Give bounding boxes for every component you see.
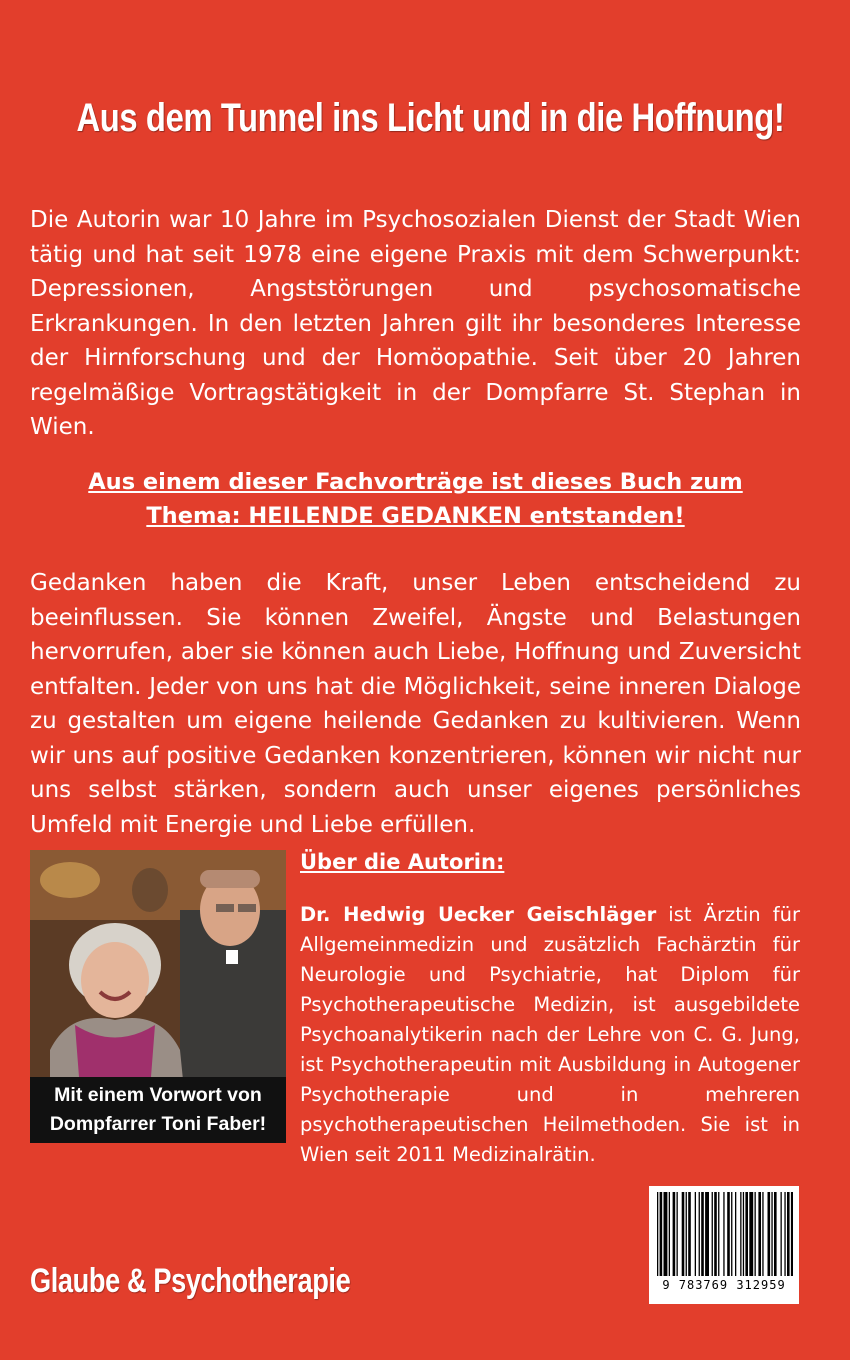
barcode-bar xyxy=(699,1192,700,1276)
barcode-bar xyxy=(731,1192,732,1276)
barcode-bar xyxy=(749,1192,753,1276)
barcode-bar xyxy=(745,1192,748,1276)
barcode-bar xyxy=(688,1192,691,1276)
photo-caption xyxy=(30,1077,286,1143)
about-heading: Über die Autorin: xyxy=(300,850,505,874)
callout-line-2: Thema: HEILENDE GEDANKEN entstanden! xyxy=(146,503,685,529)
barcode-bar xyxy=(791,1192,793,1276)
intro-paragraph: Die Autorin war 10 Jahre im Psychosozialen Dienst der Stadt Wien tätig und hat seit 1978 eine eigene Praxis mit dem Schwerpunkt: Depressionen, Angststörungen und psychosomatische Erkrankungen. In den letzten Jahren gilt ihr besonderes Interesse der Hirnforschung und der Homöopathie. Seit über 20 Jahren regelmäßige Vortragstätigkeit in der Dompfarre St. Stephan in Wien. xyxy=(30,207,801,440)
barcode-bar xyxy=(768,1192,771,1276)
author-name: Dr. Hedwig Uecker Geischläger xyxy=(300,903,657,926)
barcode-bar xyxy=(723,1192,724,1276)
author-photo xyxy=(30,850,286,1143)
barcode-bar xyxy=(727,1192,730,1276)
barcode-bar xyxy=(677,1192,678,1276)
barcode-bar xyxy=(660,1192,663,1276)
callout-line-1: Aus einem dieser Fachvorträge ist dieses Buch zum xyxy=(88,469,743,495)
barcode-bar xyxy=(712,1192,713,1276)
photo-caption-line-1: Mit einem Vorwort von xyxy=(54,1084,262,1106)
barcode-bar xyxy=(784,1192,785,1276)
barcode-bar xyxy=(735,1192,736,1276)
barcode-bar xyxy=(787,1192,790,1276)
isbn-barcode xyxy=(649,1186,799,1304)
barcode-bars xyxy=(655,1192,793,1276)
isbn-number: 9 783769 312959 xyxy=(662,1278,786,1292)
barcode-bar xyxy=(705,1192,709,1276)
barcode-bar xyxy=(718,1192,719,1276)
barcode-bar xyxy=(682,1192,685,1276)
barcode-bar xyxy=(673,1192,676,1276)
barcode-bar xyxy=(743,1192,744,1276)
barcode-bar xyxy=(664,1192,668,1276)
barcode-bar xyxy=(762,1192,763,1276)
photo-caption-line-2: Dompfarrer Toni Faber! xyxy=(49,1113,267,1135)
about-description: ist Ärztin für Allgemeinmedizin und zusätzlich Fachärztin für Neurologie und Psychiatrie, hat Diplom für Psychotherapeutische Medizin, ist ausgebildete Psychoanalytikerin nach der Lehre von C. G. Jung, ist Psychotherapeutin mit Ausbildung in Autogener Psychotherapie und in mehreren psychotherapeutischen Heilmethoden. Sie ist in Wien seit 2011 Medizinalrätin. xyxy=(300,903,800,1166)
barcode-bar xyxy=(701,1192,704,1276)
barcode-bar xyxy=(657,1192,658,1276)
barcode-bar xyxy=(781,1192,782,1276)
barcode-bar xyxy=(686,1192,687,1276)
body-paragraph: Gedanken haben die Kraft, unser Leben entscheidend zu beeinflussen. Sie können Zweifel, Ängste und Belastungen hervorrufen, aber sie können auch Liebe, Hoffnung und Zuversicht entfalten. Jeder von uns hat die Möglichkeit, seine inneren Dialoge zu gestalten um eigene heilende Gedanken zu kultivieren. Wenn wir uns auf positive Gedanken konzentrieren, können wir nicht nur uns selbst stärken, sondern auch unser eigenes persönliches Umfeld mit Energie und Liebe erfüllen. xyxy=(30,570,801,838)
barcode-bar xyxy=(758,1192,761,1276)
headline: Aus dem Tunnel ins Licht und in die Hoffnung! xyxy=(76,96,785,140)
barcode-bar xyxy=(771,1192,772,1276)
barcode-bar xyxy=(714,1192,717,1276)
barcode-bar xyxy=(740,1192,741,1276)
barcode-bar xyxy=(695,1192,696,1276)
barcode-bar xyxy=(669,1192,670,1276)
barcode-bar xyxy=(774,1192,777,1276)
callout xyxy=(30,465,801,533)
series-brand: Glaube & Psychotherapie xyxy=(30,1262,351,1300)
barcode-bar xyxy=(755,1192,756,1276)
about-text xyxy=(300,900,800,1170)
